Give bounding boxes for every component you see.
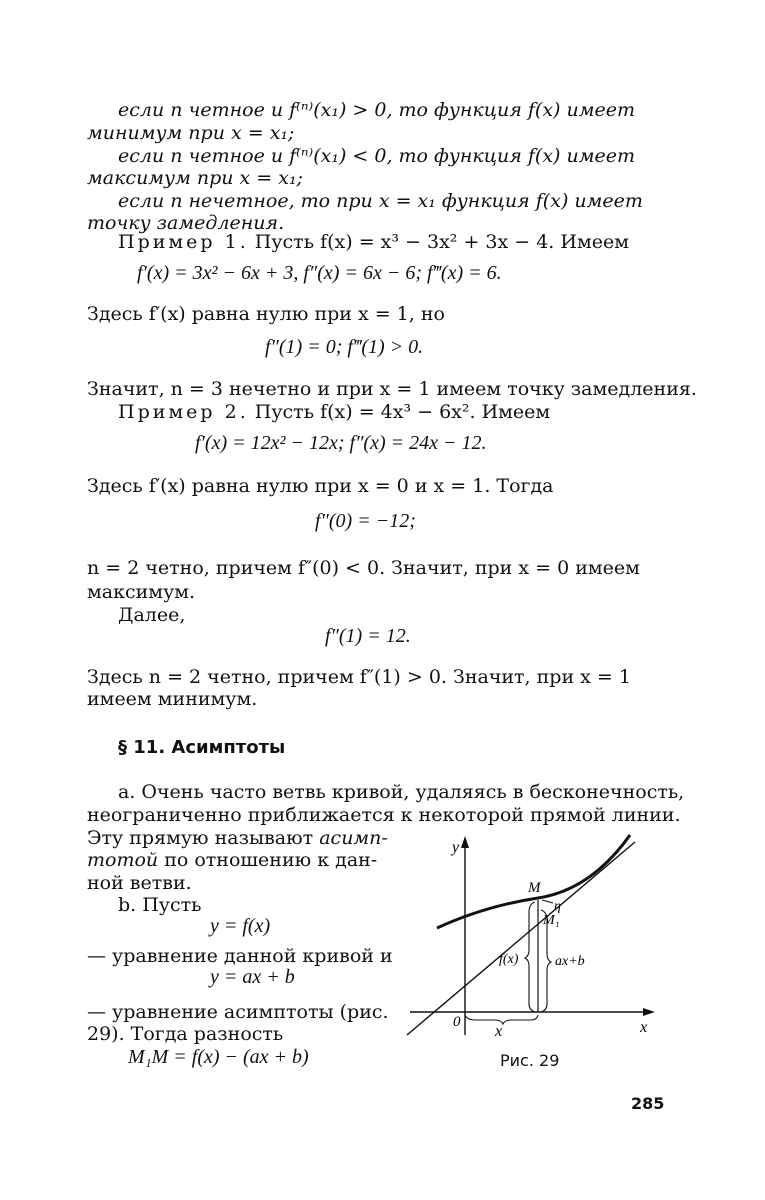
section-para-4b: по отношению к дан- xyxy=(158,849,378,871)
formula-difference: M₁M = f(x) − (ax + b) xyxy=(128,1046,309,1068)
section-para-3 xyxy=(87,826,388,850)
label-x-axis: x xyxy=(640,1019,648,1036)
brace-fx xyxy=(525,902,535,1012)
formula-derivatives-1: f′(x) = 3x² − 6x + 3, f″(x) = 6x − 6; f‴(x) = 6. xyxy=(137,262,502,284)
label-eta: η xyxy=(554,899,561,914)
example-2-label: Пример 2. xyxy=(118,401,249,423)
text-line-5: если n нечетное, то при x = x₁ функция f(x) имеет xyxy=(118,190,643,212)
text-line-1: если n четное и f⁽ⁿ⁾(x₁) > 0, то функция f(x) имеет xyxy=(118,99,635,121)
page-number: 285 xyxy=(631,1094,665,1113)
label-x-distance: x xyxy=(495,1023,503,1040)
label-M1: M₁ xyxy=(543,913,560,928)
text-line-t8: имеем минимум. xyxy=(87,688,258,710)
example-1-label: Пример 1. xyxy=(118,231,249,253)
figure-caption: Рис. 29 xyxy=(500,1051,560,1070)
text-line-t6: Далее, xyxy=(118,604,186,626)
text-line-t5: максимум. xyxy=(87,581,196,603)
figure-29 xyxy=(395,830,665,1045)
label-axb: ax+b xyxy=(555,954,585,969)
example-2-text: Пусть f(x) = 4x³ − 6x². Имеем xyxy=(254,401,551,423)
y-axis-arrow xyxy=(461,836,469,848)
text-line-2: минимум при x = x₁; xyxy=(87,122,295,144)
section-para-3b: асимп- xyxy=(319,827,388,849)
x-axis-arrow xyxy=(643,1008,655,1016)
section-para-8: — уравнение асимптоты (рис. xyxy=(87,1001,389,1023)
formula-asymptote: y = ax + b xyxy=(210,966,295,988)
section-para-6: b. Пусть xyxy=(118,894,202,916)
example-2 xyxy=(118,400,550,424)
text-line-t2: Значит, n = 3 нечетно и при x = 1 имеем точку замедления. xyxy=(87,378,697,400)
section-para-3a: Эту прямую называют xyxy=(87,827,320,849)
section-para-4 xyxy=(87,848,377,872)
section-para-9: 29). Тогда разность xyxy=(87,1023,284,1045)
section-para-7: — уравнение данной кривой и xyxy=(87,945,393,967)
text-line-3: если n четное и f⁽ⁿ⁾(x₁) < 0, то функция f(x) имеет xyxy=(118,145,635,167)
section-title: § 11. Асимптоты xyxy=(118,737,286,758)
example-1 xyxy=(118,230,629,254)
section-para-2: неограниченно приближается к некоторой прямой линии. xyxy=(87,804,681,826)
formula-derivatives-2: f′(x) = 12x² − 12x; f″(x) = 24x − 12. xyxy=(195,432,487,454)
text-line-4: максимум при x = x₁; xyxy=(87,167,303,189)
formula-f4: f″(0) = −12; xyxy=(315,510,416,532)
text-line-t1: Здесь f′(x) равна нулю при x = 1, но xyxy=(87,303,445,325)
text-line-t7: Здесь n = 2 четно, причем f″(1) > 0. Значит, при x = 1 xyxy=(87,666,631,688)
text-line-6: точку замедления. xyxy=(87,212,285,234)
formula-f5: f″(1) = 12. xyxy=(325,625,411,647)
eta-tick xyxy=(542,900,553,903)
section-para-5: ной ветви. xyxy=(87,872,192,894)
text-line-t3: Здесь f′(x) равна нулю при x = 0 и x = 1. Тогда xyxy=(87,475,554,497)
label-fx: f(x) xyxy=(499,952,519,967)
section-para-1: a. Очень часто ветвь кривой, удаляясь в бесконечность, xyxy=(118,781,685,803)
section-para-4a: тотой xyxy=(87,849,159,871)
label-M: M xyxy=(528,880,541,896)
asymptote-line xyxy=(407,842,635,1035)
label-origin: 0 xyxy=(453,1014,461,1030)
example-1-text: Пусть f(x) = x³ − 3x² + 3x − 4. Имеем xyxy=(254,231,629,253)
label-y: y xyxy=(452,839,460,856)
formula-f2: f″(1) = 0; f‴(1) > 0. xyxy=(265,336,424,358)
text-line-t4: n = 2 четно, причем f″(0) < 0. Значит, при x = 0 имеем xyxy=(87,557,640,579)
formula-curve: y = f(x) xyxy=(210,915,271,937)
